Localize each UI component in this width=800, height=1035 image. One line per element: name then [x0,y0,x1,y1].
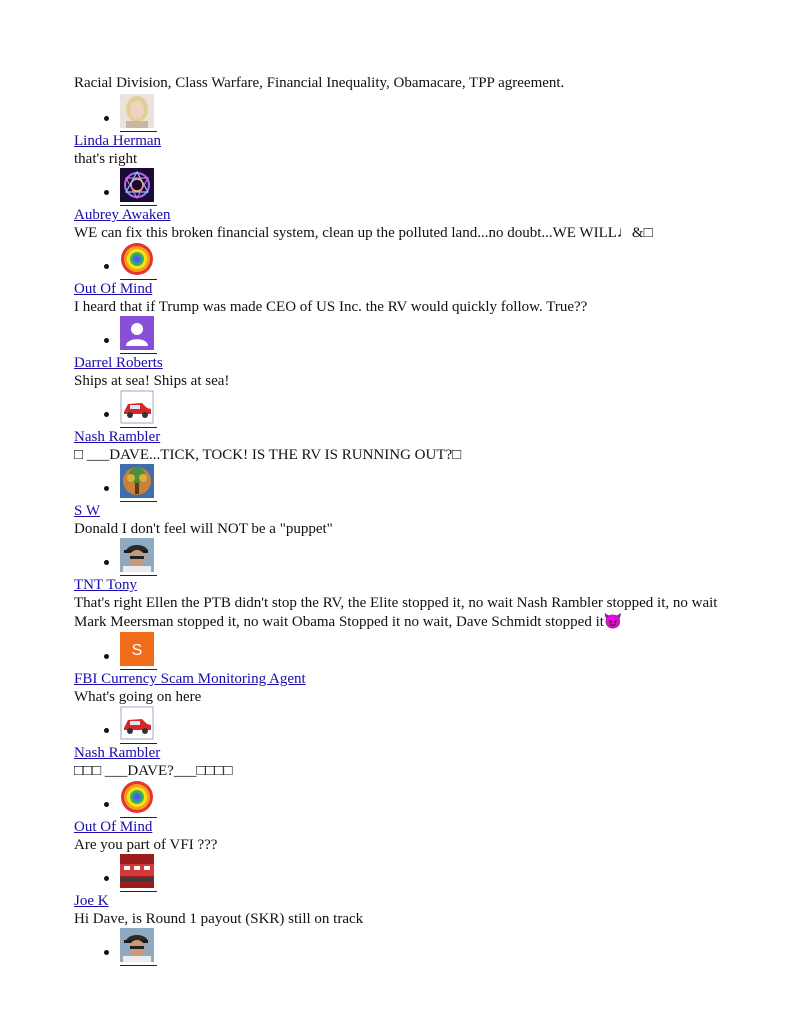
comment-avatar-row [74,780,724,817]
comment-author-link[interactable]: Out Of Mind [74,819,153,835]
comment-author-link[interactable]: TNT Tony [74,577,137,593]
comment-text: Ships at sea! Ships at sea! [74,373,230,389]
avatar-letter: S [131,642,143,659]
comment-item [74,94,724,168]
avatar [120,390,154,424]
comment-author-link[interactable]: Out Of Mind [74,281,153,297]
comment-item [74,780,724,854]
list-bullet [104,654,109,659]
comment-text: WE can fix this broken financial system, clean up the polluted land...no doubt...WE WILL♩&□ [74,225,653,241]
comment-author-link[interactable]: FBI Currency Scam Monitoring Agent [74,671,306,687]
comment-avatar-row [74,632,724,669]
comment-author-link[interactable]: S W [74,503,100,519]
avatar-link[interactable] [120,538,157,576]
comment-text: Hi Dave, is Round 1 payout (SKR) still on track [74,911,364,927]
comment-text: I heard that if Trump was made CEO of US Inc. the RV would quickly follow. True?? [74,299,588,315]
comment-avatar-row [74,538,724,575]
avatar-link[interactable] [120,390,157,428]
comment-avatar-row [74,928,724,965]
comment-avatar-row [74,242,724,279]
comment-item [74,390,724,464]
comment-author-link[interactable]: Nash Rambler [74,429,161,445]
comment-item [74,928,724,965]
avatar [120,706,154,740]
avatar-link[interactable] [120,94,157,132]
list-bullet [104,560,109,565]
comment-item [74,538,724,632]
list-bullet [104,728,109,733]
comment-item [74,464,724,538]
avatar-link[interactable] [120,854,157,892]
avatar-link[interactable] [120,242,157,280]
avatar [120,94,154,128]
comment-text: Are you part of VFI ??? [74,837,218,853]
list-bullet [104,950,109,955]
avatar-link[interactable] [120,464,157,502]
comment-item [74,706,724,780]
list-bullet [104,116,109,121]
comment-author-link[interactable]: Joe K [74,893,109,909]
comment-avatar-row [74,854,724,891]
avatar [120,168,154,202]
comment-item [74,316,724,390]
avatar-link[interactable] [120,706,157,744]
comment-item [74,854,724,928]
comment-text: What's going on here [74,689,202,705]
comment-author-link[interactable]: Nash Rambler [74,745,161,761]
list-bullet [104,190,109,195]
comment-avatar-row [74,168,724,205]
list-bullet [104,412,109,417]
avatar [120,854,154,888]
comment-avatar-row [74,390,724,427]
avatar [120,316,154,350]
comment-text: that's right [74,151,138,167]
comment-item [74,242,724,316]
avatar [120,928,154,962]
intro-text: Racial Division, Class Warfare, Financial Inequality, Obamacare, TPP agreement. [74,75,565,91]
avatar-link[interactable] [120,316,157,354]
comment-avatar-row [74,706,724,743]
avatar [120,464,154,498]
comment-author-link[interactable]: Aubrey Awaken [74,207,171,223]
comment-avatar-row [74,94,724,131]
list-bullet [104,264,109,269]
list-bullet [104,802,109,807]
list-bullet [104,876,109,881]
avatar-link[interactable] [120,632,157,670]
comment-item [74,632,724,706]
comment-text: □□□ ___DAVE?___□□□□ [74,763,233,779]
list-bullet [104,486,109,491]
avatar [120,242,154,276]
comment-avatar-row [74,316,724,353]
comment-item [74,168,724,242]
comment-author-link[interactable]: Darrel Roberts [74,355,163,371]
avatar-link[interactable] [120,780,157,818]
comment-avatar-row [74,464,724,501]
comment-thread [74,73,724,965]
avatar [120,538,154,572]
comment-text: Donald I don't feel will NOT be a "puppet" [74,521,333,537]
comment-author-link[interactable]: Linda Herman [74,133,162,149]
avatar [120,780,154,814]
avatar-link[interactable] [120,928,157,966]
avatar-link[interactable] [120,168,157,206]
comment-text: That's right Ellen the PTB didn't stop the RV, the Elite stopped it, no wait Nash Rambler stopped it, no wait Mark Meersman stopped it, no wait Obama Stopped it no wait, Dave Schmidt stopped it😈 [74,595,718,630]
list-bullet [104,338,109,343]
comment-text: □ ___DAVE...TICK, TOCK! IS THE RV IS RUNNING OUT?□ [74,447,462,463]
avatar [120,632,154,666]
